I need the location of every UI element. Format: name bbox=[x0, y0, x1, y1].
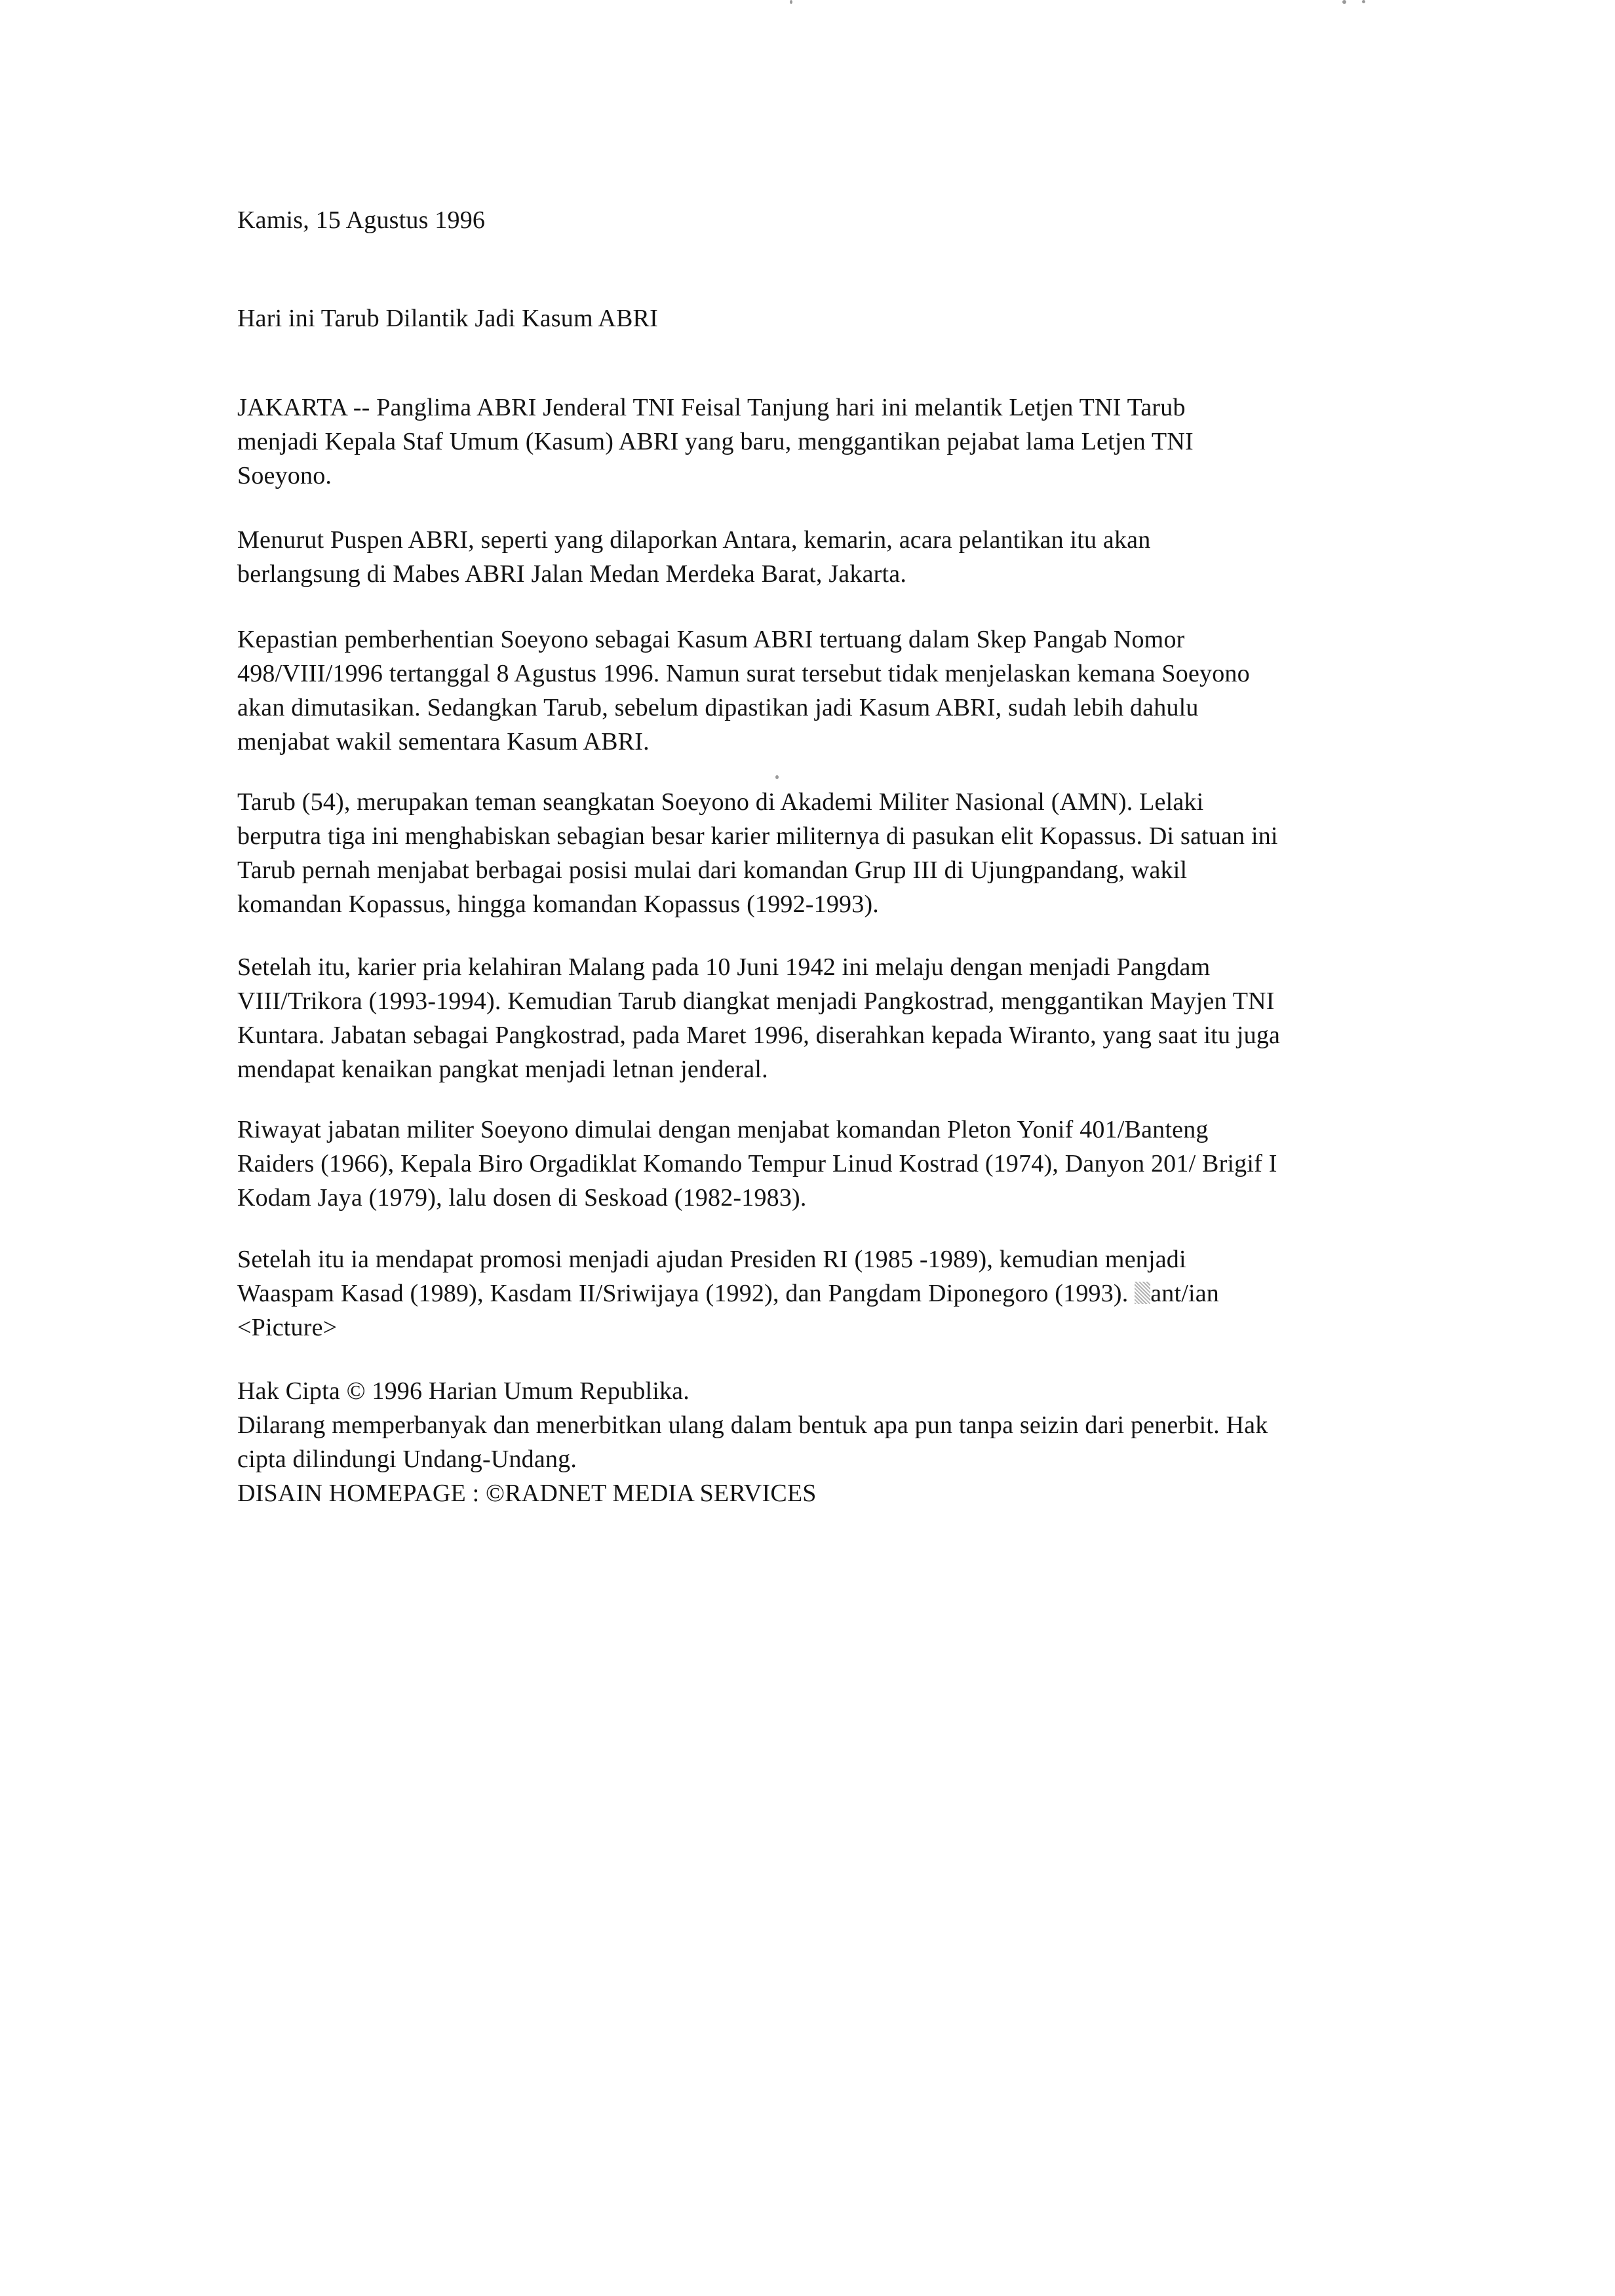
paragraph-4 bbox=[237, 785, 1352, 921]
scan-speck bbox=[1342, 0, 1346, 4]
paragraph-line: Soeyono. bbox=[237, 462, 332, 489]
paragraph-line: Setelah itu ia mendapat promosi menjadi ajudan Presiden RI (1985 -1989), kemudian menjadi bbox=[237, 1246, 1186, 1273]
paragraph-line: menjadi Kepala Staf Umum (Kasum) ABRI yang baru, menggantikan pejabat lama Letjen TNI bbox=[237, 428, 1194, 455]
paragraph-line: Setelah itu, karier pria kelahiran Malang pada 10 Juni 1942 ini melaju dengan menjadi Pangdam bbox=[237, 953, 1211, 981]
paragraph-2 bbox=[237, 523, 1352, 591]
paragraph-1 bbox=[237, 391, 1352, 493]
paragraph-line: Kuntara. Jabatan sebagai Pangkostrad, pada Maret 1996, diserahkan kepada Wiranto, yang saat itu juga bbox=[237, 1022, 1281, 1049]
paragraph-line: berputra tiga ini menghabiskan sebagian besar karier militernya di pasukan elit Kopassus. Di satuan ini bbox=[237, 822, 1278, 850]
paragraph-line: akan dimutasikan. Sedangkan Tarub, sebelum dipastikan jadi Kasum ABRI, sudah lebih dahulu bbox=[237, 694, 1199, 721]
paragraph-line: mendapat kenaikan pangkat menjadi letnan jenderal. bbox=[237, 1056, 768, 1083]
article-date bbox=[237, 203, 1352, 237]
paragraph-6 bbox=[237, 1113, 1352, 1215]
paragraph-line: Tarub (54), merupakan teman seangkatan Soeyono di Akademi Militer Nasional (AMN). Lelaki bbox=[237, 788, 1204, 816]
paragraph-line-text: Waaspam Kasad (1989), Kasdam II/Sriwijaya (1992), dan Pangdam Diponegoro (1993). bbox=[237, 1280, 1129, 1307]
paragraph-line: komandan Kopassus, hingga komandan Kopassus (1992-1993). bbox=[237, 890, 880, 918]
paragraph-line: Riwayat jabatan militer Soeyono dimulai dengan menjabat komandan Pleton Yonif 401/Banteng bbox=[237, 1116, 1209, 1143]
notice-line: cipta dilindungi Undang-Undang. bbox=[237, 1445, 577, 1473]
scan-speck bbox=[790, 0, 792, 4]
design-credit: DISAIN HOMEPAGE : ©RADNET MEDIA SERVICES bbox=[237, 1480, 817, 1507]
date-text: Kamis, 15 Agustus 1996 bbox=[237, 206, 486, 234]
headline-text: Hari ini Tarub Dilantik Jadi Kasum ABRI bbox=[237, 305, 658, 332]
notice-line: Dilarang memperbanyak dan menerbitkan ulang dalam bentuk apa pun tanpa seizin dari penerbit. Hak bbox=[237, 1411, 1268, 1439]
scan-artifact-icon bbox=[1135, 1282, 1150, 1304]
paragraph-line: VIII/Trikora (1993-1994). Kemudian Tarub diangkat menjadi Pangkostrad, menggantikan Mayjen TNI bbox=[237, 987, 1275, 1015]
scan-speck bbox=[1362, 0, 1365, 3]
paragraph-5 bbox=[237, 950, 1352, 1086]
article-headline bbox=[237, 301, 1352, 335]
footer bbox=[237, 1374, 1352, 1510]
paragraph-line: Kodam Jaya (1979), lalu dosen di Seskoad (1982-1983). bbox=[237, 1184, 807, 1212]
scan-speck bbox=[775, 775, 779, 779]
paragraph-line: Kepastian pemberhentian Soeyono sebagai Kasum ABRI tertuang dalam Skep Pangab Nomor bbox=[237, 626, 1185, 653]
paragraph-line: berlangsung di Mabes ABRI Jalan Medan Merdeka Barat, Jakarta. bbox=[237, 560, 907, 588]
paragraph-line: Raiders (1966), Kepala Biro Orgadiklat Komando Tempur Linud Kostrad (1974), Danyon 201/ Brigif I bbox=[237, 1150, 1277, 1177]
copyright-text: Hak Cipta © 1996 Harian Umum Republika. bbox=[237, 1377, 690, 1405]
paragraph-line: menjabat wakil sementara Kasum ABRI. bbox=[237, 728, 650, 756]
paragraph-line: Menurut Puspen ABRI, seperti yang dilaporkan Antara, kemarin, acara pelantikan itu akan bbox=[237, 526, 1151, 554]
paragraph-7 bbox=[237, 1242, 1352, 1345]
paragraph-line: Tarub pernah menjabat berbagai posisi mulai dari komandan Grup III di Ujungpandang, wakil bbox=[237, 856, 1188, 884]
paragraph-line-with-mark bbox=[237, 1276, 1352, 1311]
paragraph-line: JAKARTA -- Panglima ABRI Jenderal TNI Feisal Tanjung hari ini melantik Letjen TNI Tarub bbox=[237, 394, 1186, 421]
paragraph-line: 498/VIII/1996 tertanggal 8 Agustus 1996. Namun surat tersebut tidak menjelaskan kemana Soeyono bbox=[237, 660, 1250, 687]
author-initials: ant/ian bbox=[1150, 1280, 1220, 1307]
picture-placeholder: <Picture> bbox=[237, 1314, 338, 1341]
paragraph-3 bbox=[237, 622, 1352, 759]
